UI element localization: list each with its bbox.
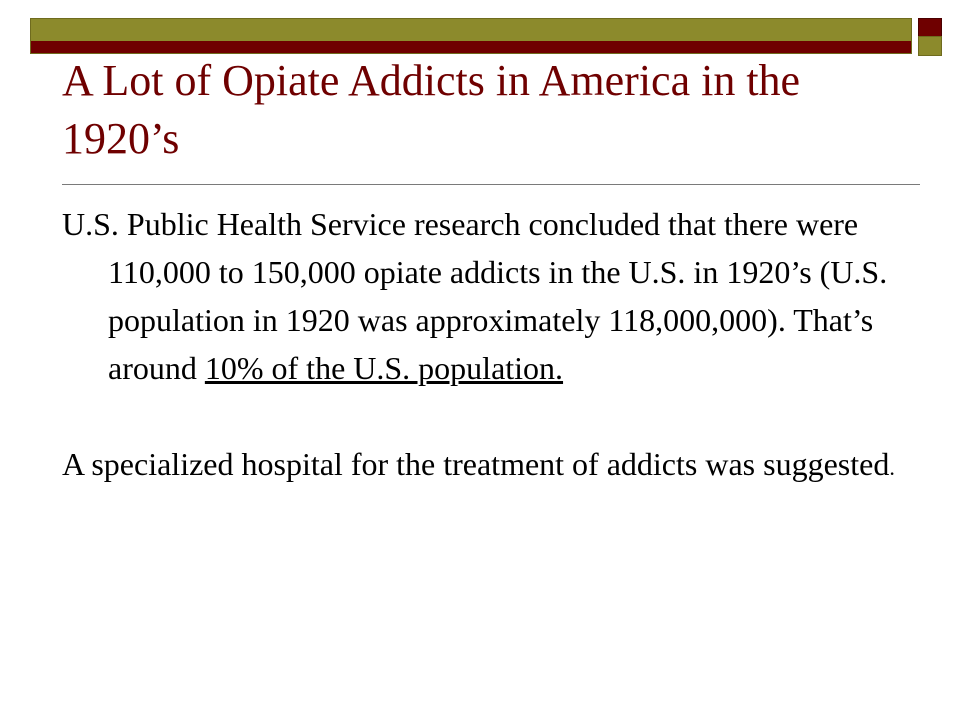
paragraph-research-underlined: 10% of the U.S. population. xyxy=(204,350,564,386)
paragraph-research-text: U.S. Public Health Service research concluded that there were 110,000 to 150,000 opiate addicts in the U.S. in 1920’s (U.S. population in 1920 was approximately 118,000,000). That’s around xyxy=(62,206,888,386)
paragraph-hospital-suggestion xyxy=(62,440,922,492)
slide-title: A Lot of Opiate Addicts in America in the 1920’s xyxy=(62,56,801,163)
header-decorative-bar xyxy=(30,18,912,54)
paragraph-hospital-text: A specialized hospital for the treatment of addicts was suggested xyxy=(62,446,890,482)
paragraph-hospital-period: . xyxy=(889,455,895,480)
corner-decor-red-box xyxy=(918,18,942,38)
slide-body xyxy=(62,200,922,492)
title-divider xyxy=(62,184,920,185)
paragraph-research-finding xyxy=(62,200,922,392)
header-olive-strip xyxy=(31,19,911,41)
